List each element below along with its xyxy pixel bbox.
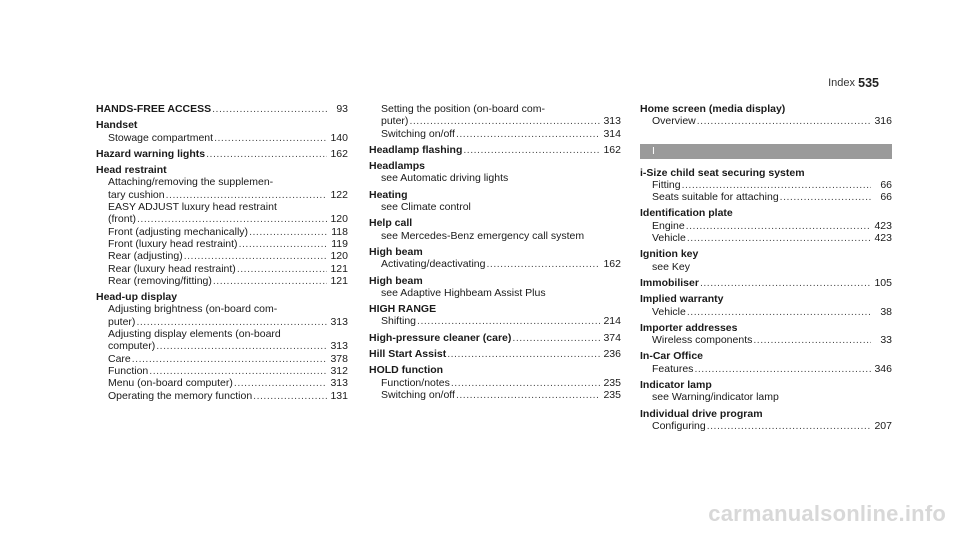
sub-entry-text: Switching on/off xyxy=(381,388,455,401)
index-column-3 xyxy=(640,103,892,436)
index-entry-home-screen-media-display xyxy=(640,103,892,128)
sub-entry xyxy=(369,201,621,213)
index-entry-high-range xyxy=(369,303,621,328)
entry-heading: Identification plate xyxy=(640,207,733,220)
dot-leader xyxy=(463,144,600,156)
sub-entry xyxy=(640,179,892,191)
page-ref[interactable]: 235 xyxy=(603,388,621,401)
entry-heading-line xyxy=(640,322,892,334)
sub-entry-text: see Adaptive Highbeam Assist Plus xyxy=(381,286,546,299)
sub-entry xyxy=(96,377,348,389)
entry-heading-line xyxy=(369,246,621,258)
index-entry-help-call xyxy=(369,217,621,242)
page-ref[interactable]: 66 xyxy=(880,191,892,204)
sub-entry-text: Shifting xyxy=(381,315,417,328)
page-ref[interactable]: 118 xyxy=(331,225,348,238)
index-entry-hazard-warning-lights xyxy=(96,148,348,160)
page-ref[interactable]: 313 xyxy=(330,377,348,390)
page-ref[interactable]: 374 xyxy=(603,331,621,344)
index-entry-hands-free-access xyxy=(96,103,348,115)
entry-heading-line xyxy=(369,348,621,360)
entry-heading-line xyxy=(640,167,892,179)
index-entry-implied-warranty xyxy=(640,293,892,318)
entry-heading: Home screen (media display) xyxy=(640,103,786,115)
entries-before-section xyxy=(640,103,892,128)
sub-entry xyxy=(96,238,348,250)
sub-entry-text: see Key xyxy=(652,260,690,273)
page-ref[interactable]: 162 xyxy=(603,143,621,156)
sub-entry xyxy=(96,340,348,352)
entry-heading: Head restraint xyxy=(96,164,167,177)
dot-leader xyxy=(451,377,600,389)
dot-leader xyxy=(417,315,600,327)
sub-entry xyxy=(369,287,621,299)
entry-heading-line xyxy=(369,160,621,172)
page-ref[interactable]: 423 xyxy=(874,219,892,232)
entry-heading: Indicator lamp xyxy=(640,379,712,392)
sub-entry xyxy=(96,226,348,238)
page-ref[interactable]: 313 xyxy=(330,340,348,353)
index-entry-immobiliser xyxy=(640,277,892,289)
dot-leader xyxy=(214,132,327,144)
sub-entry-text: see Mercedes-Benz emergency call system xyxy=(381,229,585,242)
entry-heading-line xyxy=(369,332,621,344)
dot-leader xyxy=(137,213,327,225)
index-entry-continued xyxy=(369,103,621,140)
header-label: Index xyxy=(828,77,855,89)
sub-entry xyxy=(369,315,621,327)
entry-heading: High beam xyxy=(369,274,423,287)
entry-heading-line xyxy=(369,189,621,201)
sub-entry-text: Configuring xyxy=(652,419,706,432)
page-ref[interactable]: 162 xyxy=(330,147,348,160)
page-ref[interactable]: 105 xyxy=(874,276,892,289)
sub-entry-text: Features xyxy=(652,362,694,375)
entry-heading-line xyxy=(96,164,348,176)
dot-leader xyxy=(136,316,327,328)
page-ref[interactable]: 120 xyxy=(330,213,348,226)
sub-entry xyxy=(369,258,621,270)
sub-entry-text: Setting the position (on-board com- xyxy=(381,103,546,115)
watermark-text: carmanualsonline.info xyxy=(708,501,946,526)
sub-entry xyxy=(96,201,348,213)
entry-heading: HOLD function xyxy=(369,364,444,377)
sub-entry xyxy=(369,389,621,401)
entry-heading-line xyxy=(96,291,348,303)
dot-leader xyxy=(780,191,871,203)
entry-heading-line xyxy=(640,248,892,260)
dot-leader xyxy=(149,365,327,377)
section-letter: I xyxy=(652,144,655,157)
sub-entry-text: Adjusting brightness (on-board com- xyxy=(108,303,278,316)
sub-entry-text: Seats suitable for attaching xyxy=(652,191,779,204)
sub-entry-text: Attaching/removing the supplemen- xyxy=(108,176,274,189)
entry-heading-line xyxy=(369,144,621,156)
page-ref[interactable]: 121 xyxy=(330,274,348,287)
page-ref[interactable]: 119 xyxy=(331,237,348,250)
entry-heading-line xyxy=(96,119,348,131)
entry-heading-line xyxy=(369,303,621,315)
dot-leader xyxy=(447,348,600,360)
entry-heading: Headlamps xyxy=(369,160,426,173)
dot-leader xyxy=(132,353,327,365)
sub-entry xyxy=(96,189,348,201)
index-entry-heating xyxy=(369,189,621,214)
index-entry-identification-plate xyxy=(640,207,892,244)
sub-entry xyxy=(96,213,348,225)
index-column-2 xyxy=(369,103,621,405)
entry-heading: Handset xyxy=(96,119,138,132)
index-entry-handset xyxy=(96,119,348,144)
entry-heading-line xyxy=(96,148,348,160)
page-ref[interactable]: 207 xyxy=(874,419,892,432)
sub-entry xyxy=(96,303,348,315)
sub-entry-text: Function/notes xyxy=(381,376,450,389)
page-ref[interactable]: 236 xyxy=(603,348,621,361)
sub-entry-text: Rear (adjusting) xyxy=(108,250,183,263)
entry-heading-line xyxy=(640,207,892,219)
page-ref[interactable]: 120 xyxy=(330,250,348,263)
page-ref[interactable]: 313 xyxy=(603,115,621,128)
sub-entry xyxy=(640,391,892,403)
sub-entry-text: Rear (luxury head restraint) xyxy=(108,262,236,275)
page-ref[interactable]: 122 xyxy=(330,188,348,201)
dot-leader xyxy=(456,128,600,140)
page-ref[interactable]: 140 xyxy=(330,131,348,144)
sub-entry xyxy=(369,115,621,127)
sub-entry-text: Activating/deactivating xyxy=(381,258,486,271)
entry-heading: Head-up display xyxy=(96,291,178,304)
index-entry-headlamps xyxy=(369,160,621,185)
sub-entry-text: Fitting xyxy=(652,178,681,191)
entry-heading: Importer addresses xyxy=(640,321,738,334)
page-ref[interactable]: 121 xyxy=(330,262,348,275)
sub-entry xyxy=(369,377,621,389)
entry-heading-line xyxy=(369,275,621,287)
dot-leader xyxy=(687,306,871,318)
sub-entry xyxy=(640,306,892,318)
dot-leader xyxy=(687,232,871,244)
index-entry-indicator-lamp xyxy=(640,379,892,404)
sub-entry-text: puter) xyxy=(108,315,136,328)
entry-heading: High beam xyxy=(369,245,423,258)
dot-leader xyxy=(682,179,871,191)
index-entry-high-beam xyxy=(369,275,621,300)
page-ref[interactable]: 378 xyxy=(330,352,348,365)
index-entry-ignition-key xyxy=(640,248,892,273)
sub-entry xyxy=(369,172,621,184)
entry-heading: Ignition key xyxy=(640,248,699,261)
dot-leader xyxy=(237,263,327,275)
page-ref[interactable]: 214 xyxy=(603,315,621,328)
sub-entry-text: Operating the memory function xyxy=(108,389,253,402)
entry-heading-line xyxy=(640,408,892,420)
dot-leader xyxy=(213,275,327,287)
sub-entry xyxy=(640,363,892,375)
sub-entry xyxy=(96,365,348,377)
index-entry-hold-function xyxy=(369,364,621,401)
sub-entry-text: Vehicle xyxy=(652,232,686,245)
section-letter-bar xyxy=(640,144,892,159)
index-entry-high-pressure-cleaner-care xyxy=(369,332,621,344)
sub-entry xyxy=(96,176,348,188)
dot-leader xyxy=(456,389,600,401)
index-entry-i-size-child-seat-securing-system xyxy=(640,167,892,204)
entry-heading: HANDS-FREE ACCESS xyxy=(96,103,212,115)
dot-leader xyxy=(184,250,327,262)
sub-entry-text: Vehicle xyxy=(652,305,686,318)
sub-entry-text: Adjusting display elements (on-board xyxy=(108,328,281,341)
dot-leader xyxy=(707,420,871,432)
sub-entry xyxy=(96,328,348,340)
sub-entry-text: EASY ADJUST luxury head restraint xyxy=(108,201,277,214)
sub-entry xyxy=(96,390,348,402)
dot-leader xyxy=(239,238,327,250)
sub-entry-text: Switching on/off xyxy=(381,127,455,140)
entry-heading: Heating xyxy=(369,188,408,201)
index-entry-individual-drive-program xyxy=(640,408,892,433)
index-column-1 xyxy=(96,103,348,406)
entries-after-section xyxy=(640,167,892,433)
sub-entry-text: puter) xyxy=(381,115,409,128)
sub-entry-text: Front (luxury head restraint) xyxy=(108,237,238,250)
page-ref[interactable]: 33 xyxy=(880,334,892,347)
sub-entry-text: Function xyxy=(108,364,149,377)
sub-entry xyxy=(96,275,348,287)
page-ref[interactable]: 66 xyxy=(880,178,892,191)
entry-heading-line xyxy=(96,103,348,115)
dot-leader xyxy=(694,363,871,375)
sub-entry xyxy=(640,334,892,346)
entry-heading-line xyxy=(640,350,892,362)
entry-heading-line xyxy=(640,379,892,391)
sub-entry xyxy=(640,191,892,203)
sub-entry xyxy=(369,230,621,242)
entry-heading: In-Car Office xyxy=(640,350,704,363)
entry-heading-line xyxy=(640,293,892,305)
sub-entry-text: Menu (on-board computer) xyxy=(108,377,233,390)
dot-leader xyxy=(253,390,327,402)
entry-heading: Hazard warning lights xyxy=(96,147,206,160)
sub-entry xyxy=(96,263,348,275)
index-entry-high-beam xyxy=(369,246,621,271)
entry-heading: Implied warranty xyxy=(640,293,724,306)
sub-entry xyxy=(96,316,348,328)
page-ref[interactable]: 314 xyxy=(603,127,621,140)
sub-entry-text: see Automatic driving lights xyxy=(381,172,509,185)
entry-heading: Individual drive program xyxy=(640,407,763,420)
sub-entry-text: Stowage compartment xyxy=(108,131,214,144)
sub-entry-text: computer) xyxy=(108,340,156,353)
dot-leader xyxy=(409,115,600,127)
page-ref[interactable]: 346 xyxy=(874,362,892,375)
dot-leader xyxy=(249,226,327,238)
page-number: 535 xyxy=(858,76,879,90)
entry-heading: HIGH RANGE xyxy=(369,303,437,316)
page-ref[interactable]: 162 xyxy=(603,258,621,271)
dot-leader xyxy=(486,258,600,270)
page-ref[interactable]: 38 xyxy=(880,305,892,318)
sub-entry-text: (front) xyxy=(108,213,137,226)
dot-leader xyxy=(212,103,327,115)
page-ref[interactable]: 316 xyxy=(874,115,892,128)
index-entry-hill-start-assist xyxy=(369,348,621,360)
entry-heading: i-Size child seat securing system xyxy=(640,166,805,179)
sub-entry-text: Front (adjusting mechanically) xyxy=(108,225,249,238)
sub-entry xyxy=(640,261,892,273)
sub-entry xyxy=(640,115,892,127)
page-ref[interactable]: 313 xyxy=(330,315,348,328)
entry-heading-line xyxy=(640,103,892,115)
dot-leader xyxy=(156,340,327,352)
dot-leader xyxy=(700,277,871,289)
sub-entry-text: see Warning/indicator lamp xyxy=(652,391,779,404)
index-entry-headlamp-flashing xyxy=(369,144,621,156)
dot-leader xyxy=(753,334,871,346)
dot-leader xyxy=(166,189,327,201)
sub-entry-text: Care xyxy=(108,352,131,365)
sub-entry-text: see Climate control xyxy=(381,201,471,214)
dot-leader xyxy=(686,220,871,232)
sub-entry xyxy=(96,132,348,144)
index-entry-head-restraint xyxy=(96,164,348,287)
sub-entry-text: tary cushion xyxy=(108,188,165,201)
entry-heading: Headlamp flashing xyxy=(369,143,463,156)
index-entry-in-car-office xyxy=(640,350,892,375)
sub-entry xyxy=(640,232,892,244)
page-ref[interactable]: 131 xyxy=(330,389,348,402)
entry-heading: Help call xyxy=(369,217,413,230)
entry-heading-line xyxy=(640,277,892,289)
dot-leader xyxy=(512,332,600,344)
sub-entry-text: Rear (removing/fitting) xyxy=(108,274,212,287)
page-ref[interactable]: 235 xyxy=(603,376,621,389)
dot-leader xyxy=(206,148,327,160)
index-entry-importer-addresses xyxy=(640,322,892,347)
sub-entry xyxy=(369,128,621,140)
entry-heading: Immobiliser xyxy=(640,276,699,289)
dot-leader xyxy=(697,115,871,127)
entry-heading: High-pressure cleaner (care) xyxy=(369,331,512,344)
page-ref[interactable]: 423 xyxy=(874,232,892,245)
dot-leader xyxy=(234,377,327,389)
page-ref[interactable]: 312 xyxy=(330,364,348,377)
sub-entry xyxy=(640,220,892,232)
entry-heading: Hill Start Assist xyxy=(369,348,447,361)
sub-entry xyxy=(640,420,892,432)
sub-entry-text: Overview xyxy=(652,115,696,128)
sub-entry-text: Engine xyxy=(652,219,685,232)
index-entry-head-up-display xyxy=(96,291,348,402)
sub-entry-text: Wireless components xyxy=(652,334,753,347)
page-ref[interactable]: 93 xyxy=(336,103,348,115)
entry-heading-line xyxy=(369,217,621,229)
entry-heading-line xyxy=(369,364,621,376)
sub-entry xyxy=(96,250,348,262)
sub-entry xyxy=(96,353,348,365)
sub-entry xyxy=(369,103,621,115)
